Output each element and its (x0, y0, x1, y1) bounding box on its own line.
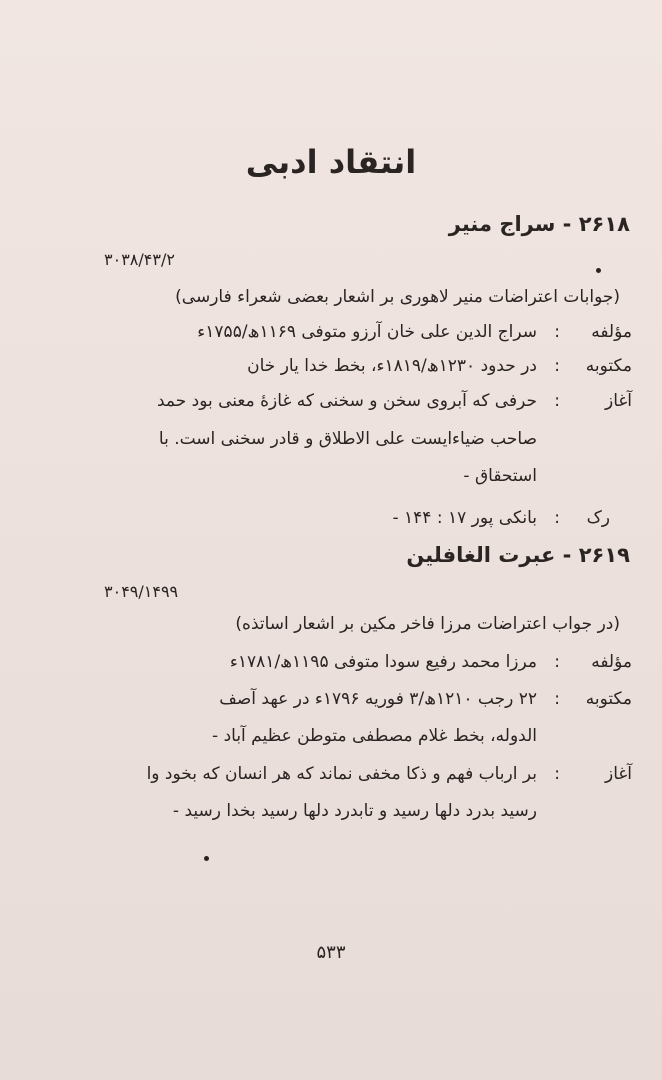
field-colon: : (554, 356, 560, 376)
field-colon: : (554, 689, 560, 709)
field-colon: : (554, 322, 560, 342)
field-colon: : (554, 508, 560, 528)
entry-ref-2618: ۳۰۳۸/۴۳/۲ (104, 250, 175, 269)
field-value: در حدود ۱۲۳۰ھ/۱۸۱۹ء، بخط خدا یار خان (247, 356, 537, 376)
copied-continuation: الدوله، بخط غلام مصطفی متوطن عظیم آباد - (212, 726, 537, 746)
field-label: آغاز (604, 764, 632, 784)
field-label: مکتوبه (585, 689, 632, 709)
field-row-copied-2619 (92, 689, 632, 715)
bullet-mark (204, 856, 209, 861)
entry-note-2618: (جوابات اعتراضات منیر لاهوری بر اشعار بعضی شعراء فارسی) (175, 287, 620, 307)
field-label: مکتوبه (585, 356, 632, 376)
field-label: مؤلفه (591, 652, 632, 672)
field-row-author-2618 (92, 322, 632, 348)
page-number: ۵۳۳ (316, 942, 346, 963)
beginning-continuation: رسید بدرد دلها رسید و تابدرد دلها رسید بخدا رسید - (172, 801, 537, 821)
field-colon: : (554, 652, 560, 672)
beginning-continuation: استحقاق - (463, 466, 537, 486)
field-value: سراج الدین علی خان آرزو متوفی ۱۱۶۹ھ/۱۷۵۵ء (197, 322, 537, 342)
entry-title-2619: ۲۶۱۹ - عبرت الغافلین (406, 543, 630, 567)
field-row-beginning-2619 (92, 764, 632, 790)
field-value: حرفی که آبروی سخن و سخنی که غازهٔ معنی بود حمد (156, 391, 537, 411)
field-value: مرزا محمد رفیع سودا متوفی ۱۱۹۵ھ/۱۷۸۱ء (229, 652, 537, 672)
entry-ref-2619: ۳۰۴۹/۱۴۹۹ (104, 582, 179, 601)
field-value: بر ارباب فهم و ذکا مخفی نماند که هر انسان که بخود وا (146, 764, 537, 784)
field-label: رک (586, 508, 610, 528)
field-row-beginning-2618 (92, 391, 632, 417)
entry-title-2618: ۲۶۱۸ - سراج منیر (448, 212, 630, 236)
field-colon: : (554, 764, 560, 784)
field-row-copied-2618 (92, 356, 632, 382)
beginning-continuation: صاحب ضیاءایست علی الاطلاق و قادر سخنی است. با (158, 429, 537, 449)
field-value: ۲۲ رجب ۱۲۱۰ھ/۳ فوریه ۱۷۹۶ء در عهد آصف (219, 689, 537, 709)
field-value: بانکی پور ۱۷ : ۱۴۴ - (392, 508, 537, 528)
page-heading: انتقاد ادبی (245, 143, 417, 181)
bullet-mark (596, 268, 601, 273)
field-row-author-2619 (92, 652, 632, 678)
entry-note-2619: (در جواب اعتراضات مرزا فاخر مکین بر اشعار اساتذه) (235, 614, 620, 634)
field-label: آغاز (604, 391, 632, 411)
field-label: مؤلفه (591, 322, 632, 342)
field-row-reference-2618 (92, 508, 632, 534)
field-colon: : (554, 391, 560, 411)
